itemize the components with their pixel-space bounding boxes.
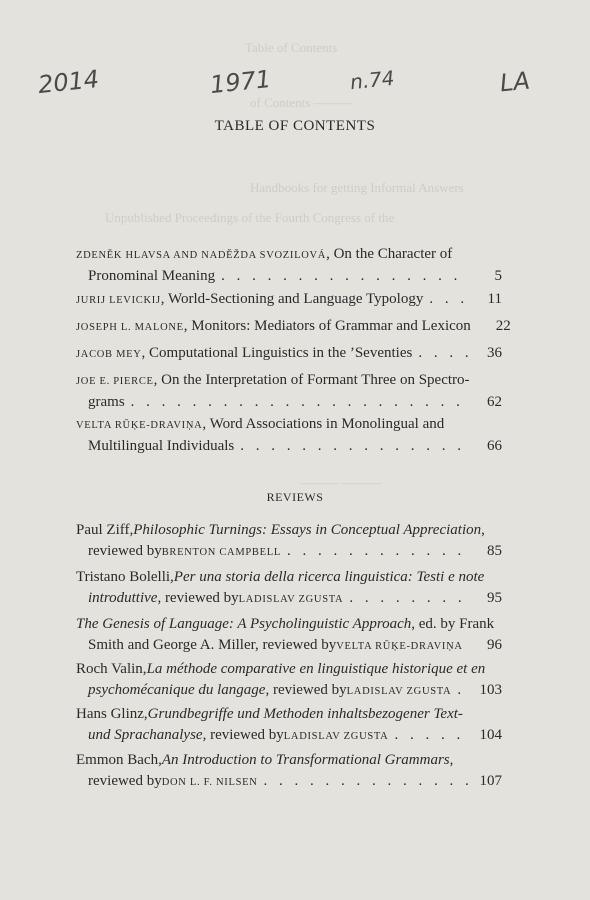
reviewer-name: LADISLAV ZGUSTA [238, 594, 344, 605]
toc-entry [76, 244, 502, 287]
review-book-title: Philosophic Turnings: Essays in Conceptual Appreciation [133, 522, 482, 538]
entry-title: , Word Associations in Monolingual and [202, 416, 445, 432]
section-heading-reviews: REVIEWS [266, 490, 324, 504]
entry-page: 36 [487, 345, 502, 361]
reviewer-name: VELTA RŪĶE-DRAVIŅA [336, 641, 463, 652]
entry-author: ZDENĚK HLAVSA AND NADĚŽDA SVOZILOVÁ [76, 250, 327, 261]
review-author: Tristano Bolelli, [76, 569, 174, 585]
page-title: TABLE OF CONTENTS [214, 118, 376, 134]
toc-entry [76, 370, 502, 413]
review-author: Paul Ziff, [76, 522, 134, 538]
entry-title: , On the Interpretation of Formant Three on Spectro- [153, 372, 470, 388]
entry-title-cont: Pronominal Meaning [88, 268, 216, 284]
review-entry: Paul Ziff, Philosophic Turnings: Essays in Conceptual Appreciation , reviewed by BRENTON CAMPBELL . . . 85 [76, 520, 502, 563]
entry-page: 107 [479, 773, 502, 789]
review-entry: The Genesis of Language: A Psycholinguistic Approach , ed. by Frank Smith and George A. Miller, reviewed by VELTA RŪĶE-DRAVIŅA 96 [76, 614, 502, 657]
entry-title-cont: Multilingual Individuals [88, 438, 235, 454]
entry-title: , On the Character of [326, 246, 453, 262]
entry-page: 22 [495, 318, 511, 334]
entry-page: 85 [487, 543, 502, 559]
handwritten-note-1: 2014 [36, 64, 101, 100]
handwritten-note-4: LA [498, 66, 532, 98]
entry-title-cont: grams [88, 394, 125, 410]
entry-author: JOE E. PIERCE [76, 376, 154, 387]
review-book-title: La méthode comparative en linguistique historique et en [146, 661, 486, 677]
review-book-title: The Genesis of Language: A Psycholinguistic Approach [76, 616, 412, 632]
review-author: Roch Valin, [76, 661, 147, 677]
reviewer-name: LADISLAV ZGUSTA [283, 731, 389, 742]
review-book-title: Grundbegriffe und Methoden inhaltsbezogener Text- [147, 706, 463, 722]
review-book-title: Per una storia della ricerca linguistica: Testi e note [173, 569, 485, 585]
reviewer-name: LADISLAV ZGUSTA [346, 686, 452, 697]
toc-entry [76, 289, 502, 311]
toc-entry [76, 316, 511, 338]
review-entry: Tristano Bolelli, Per una storia della ricerca linguistica: Testi e note introduttive , reviewed by LADISLAV ZGUSTA . . . 95 [76, 567, 502, 610]
entry-page: 66 [487, 438, 502, 454]
entry-author: JOSEPH L. MALONE [76, 322, 184, 333]
toc-entry [76, 343, 502, 365]
entry-page: 62 [487, 394, 502, 410]
show-through-background: Table of Contents of Contents ——— Handbooks for getting Informal Answers Unpublished Proceedings of the Fourth Congress of the ——— ——— [105, 40, 464, 490]
review-book-title-cont: und Sprachanalyse [88, 727, 203, 743]
review-entry: Hans Glinz, Grundbegriffe und Methoden inhaltsbezogener Text- und Sprachanalyse , reviewed by LADISLAV ZGUSTA . . . 104 [76, 704, 502, 747]
reviewer-name: DON L. F. NILSEN [161, 777, 258, 788]
entry-page: 5 [494, 268, 502, 284]
entry-page: 103 [479, 682, 502, 698]
entry-title: , Computational Linguistics in the ’Seventies [141, 345, 413, 361]
handwritten-note-2: 1971 [208, 64, 273, 100]
entry-page: 104 [479, 727, 502, 743]
entry-author: JURIJ LEVICKIJ [76, 295, 161, 306]
entry-author: VELTA RŪĶE-DRAVIŅA [76, 420, 203, 431]
review-author: Hans Glinz, [76, 706, 148, 722]
review-book-title-cont: introduttive [88, 590, 158, 606]
review-entry: Roch Valin, La méthode comparative en linguistique historique et en psychomécanique du langage , reviewed by LADISLAV ZGUSTA . . . 103 [76, 659, 502, 702]
entry-title: , World-Sectioning and Language Typology [160, 291, 424, 307]
entry-page: 11 [487, 291, 502, 307]
entry-author: JACOB MEY [76, 349, 142, 360]
review-entry: Emmon Bach, An Introduction to Transformational Grammars , reviewed by DON L. F. NILSEN . . . 107 [76, 750, 502, 793]
review-book-title-cont: psychomécanique du langage [88, 682, 266, 698]
review-book-title: An Introduction to Transformational Grammars [161, 752, 450, 768]
handwritten-note-3: n.74 [348, 65, 396, 95]
reviewer-name: BRENTON CAMPBELL [161, 547, 281, 558]
review-author: Emmon Bach, [76, 752, 162, 768]
entry-page: 95 [487, 590, 502, 606]
toc-entry [76, 414, 502, 457]
entry-title: , Monitors: Mediators of Grammar and Lexicon [183, 318, 471, 334]
entry-page: 96 [487, 637, 502, 653]
